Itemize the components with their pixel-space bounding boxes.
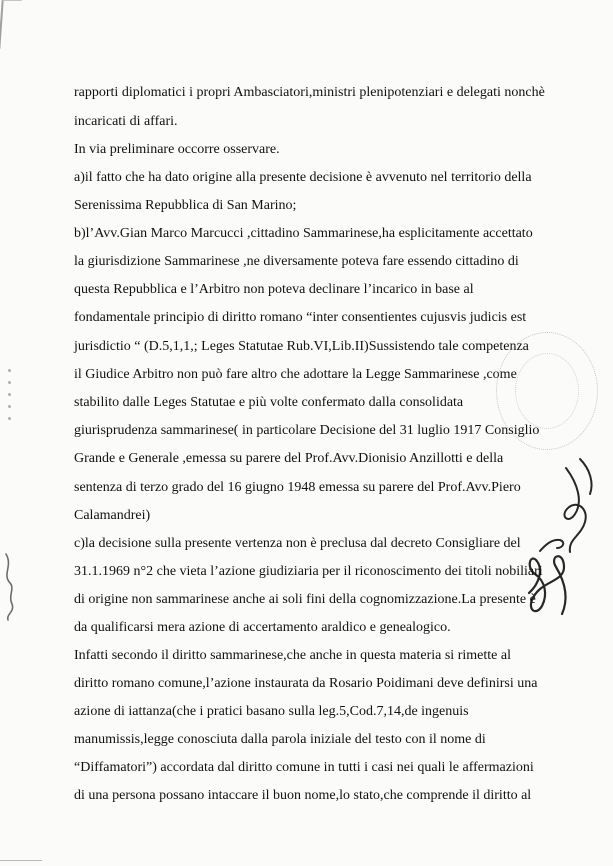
page-edge-mark — [0, 0, 22, 49]
document-line-22 — [74, 676, 538, 691]
document-line-24 — [74, 733, 486, 747]
document-line-14 — [74, 451, 504, 466]
handwritten-signature — [522, 456, 600, 628]
document-line-6 — [74, 226, 533, 241]
document-line-22-text: diritto romano comune,l’azione instaurata da Rosario Poidimani deve definirsi una — [74, 676, 538, 691]
document-line-16: Calamandrei) — [74, 508, 151, 523]
document-line-17-text: c)la decisione sulla presente vertenza non è preclusa dal decreto Consigliare del — [74, 536, 521, 551]
document-line-13-text: giurisprudenza sammarinese( in particolare Decisione del 31 luglio 1917 Consiglio — [74, 423, 540, 438]
document-line-23 — [74, 705, 486, 719]
document-line-4: a)il fatto che ha dato origine alla presente decisione è avvenuto nel territorio della — [74, 170, 532, 185]
document-line-8 — [74, 283, 486, 297]
document-line-24-text: manumissis,legge conosciuta dalla parola iniziale del testo con il nome di — [74, 732, 486, 747]
document-line-12 — [74, 396, 486, 410]
left-margin-handwriting — [0, 552, 18, 622]
document-line-14-text: Grande e Generale ,emessa su parere del Prof.Avv.Dionisio Anzillotti e della — [74, 451, 504, 466]
document-line-8-text: questa Repubblica e l’Arbitro non poteva declinare l’incarico in base al — [74, 282, 474, 297]
document-line-6-text: b)l’Avv.Gian Marco Marcucci ,cittadino Sammarinese,ha esplicitamente accettato — [74, 226, 533, 241]
document-line-21 — [74, 648, 511, 663]
faint-stamp — [496, 332, 598, 450]
document-line-15-text: sentenza di terzo grado del 16 giugno 1948 emessa su parere del Prof.Avv.Piero — [74, 480, 521, 495]
document-line-21-text: Infatti secondo il diritto sammarinese,che anche in questa materia si rimette al — [74, 648, 511, 663]
document-line-7 — [74, 254, 519, 269]
document-line-25-text: “Diffamatori”) accordata dal diritto comune in tutti i casi nei quali le affermazioni — [74, 760, 534, 775]
document-line-18 — [74, 564, 543, 579]
document-line-10-text: jurisdictio “ (D.5,1,1,; Leges Statutae Rub.VI,Lib.II)Sussistendo tale competenza — [74, 339, 529, 354]
document-line-26-text: di una persona possano intaccare il buon nome,lo stato,che comprende il diritto al — [74, 788, 532, 803]
document-line-5: Serenissima Repubblica di San Marino; — [74, 198, 297, 213]
document-line-13 — [74, 423, 540, 438]
document-line-18-text: 31.1.1969 n°2 che vieta l’azione giudiziaria per il riconoscimento dei titoli nobiliari — [74, 564, 543, 579]
document-line-15 — [74, 480, 521, 495]
document-line-19 — [74, 592, 536, 607]
document-line-12-text: stabilito dalle Leges Statutae e più volte confermato dalla consolidata — [74, 395, 464, 410]
document-line-11-text: il Giudice Arbitro non può fare altro che adottare la Legge Sammarinese ,come — [74, 367, 517, 382]
document-line-20: da qualificarsi mera azione di accertamento araldico e genealogico. — [74, 620, 451, 635]
document-line-26 — [74, 788, 532, 803]
document-line-1: rapporti diplomatici i propri Ambasciatori,ministri plenipotenziari e delegati nonchè — [74, 85, 545, 100]
document-line-10 — [74, 339, 529, 354]
document-line-7-text: la giurisdizione Sammarinese ,ne diversamente poteva fare essendo cittadino di — [74, 254, 519, 269]
margin-dots — [8, 360, 20, 450]
document-line-9 — [74, 310, 527, 325]
bottom-edge-line — [0, 860, 42, 861]
document-line-25 — [74, 760, 534, 775]
document-line-2: incaricati di affari. — [74, 114, 178, 129]
document-line-19-text: di origine non sammarinese anche ai soli fini della cognomizzazione.La presente è — [74, 592, 536, 607]
document-line-17 — [74, 536, 521, 551]
document-line-23-text: azione di iattanza(che i pratici basano sulla leg.5,Cod.7,14,de ingenuis — [74, 704, 469, 719]
document-line-11 — [74, 367, 517, 382]
document-line-9-text: fondamentale principio di diritto romano “inter consentientes cujusvis judicis est — [74, 310, 527, 325]
document-line-3: In via preliminare occorre osservare. — [74, 142, 280, 157]
